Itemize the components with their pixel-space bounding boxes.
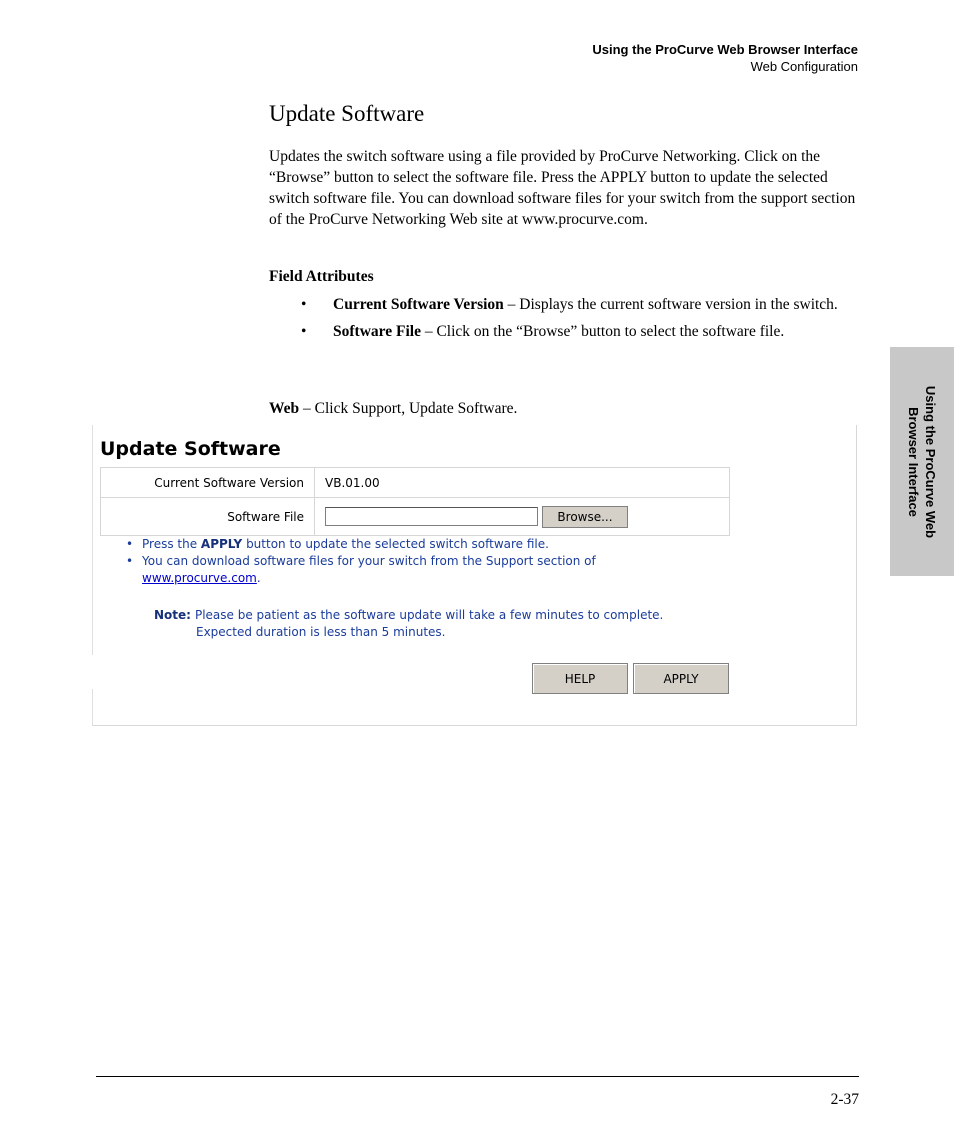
note-label: Note: <box>154 608 191 622</box>
table-row <box>101 468 729 498</box>
intro-paragraph: Updates the switch software using a file provided by ProCurve Networking. Click on the “Browse” button to select the software file. Press the APPLY button to update the selected switch software file. You can download software files for your switch from the support section of the ProCurve Networking Web site at www.procurve.com. <box>269 148 856 228</box>
list-item <box>301 321 861 342</box>
chapter-side-tab <box>890 347 954 576</box>
apply-button[interactable]: APPLY <box>633 663 729 694</box>
field-attributes-list <box>301 294 861 348</box>
panel-title: Update Software <box>100 438 281 460</box>
instructions-list <box>126 536 646 587</box>
running-header <box>592 41 858 75</box>
field-attributes-heading: Field Attributes <box>269 268 374 285</box>
side-tab-line2: Browser Interface <box>906 406 921 517</box>
side-tab-text <box>905 347 939 576</box>
header-chapter: Using the ProCurve Web Browser Interface <box>592 42 858 57</box>
web-navigation-note <box>269 400 517 418</box>
section-title: Update Software <box>269 101 425 126</box>
list-item <box>126 536 646 553</box>
web-text: – Click Support, Update Software. <box>299 400 518 417</box>
attribute-term: Software File <box>333 323 421 340</box>
web-label: Web <box>269 400 300 417</box>
note-line-1 <box>154 607 663 624</box>
current-version-value: VB.01.00 <box>325 475 380 490</box>
apply-keyword: APPLY <box>200 537 243 551</box>
table-row <box>101 498 729 535</box>
current-version-label: Current Software Version <box>101 468 315 497</box>
fields-table <box>100 467 730 536</box>
instruction-text: . <box>256 571 261 585</box>
panel-left-edge <box>92 689 93 725</box>
panel-left-edge <box>92 425 93 655</box>
bullet: • <box>301 296 307 313</box>
help-button[interactable]: HELP <box>532 663 628 694</box>
update-software-screenshot <box>92 425 857 726</box>
list-item <box>301 294 861 315</box>
attribute-term: Current Software Version <box>333 296 504 313</box>
list-item <box>126 553 646 587</box>
instruction-text: button to update the selected switch software file. <box>242 537 549 551</box>
footer-rule <box>96 1076 859 1077</box>
software-file-cell <box>315 498 729 535</box>
browse-button[interactable]: Browse... <box>542 506 628 528</box>
note-text: Please be patient as the software update will take a few minutes to complete. <box>194 608 664 622</box>
page-number: 2-37 <box>830 1091 859 1108</box>
side-tab-line1: Using the ProCurve Web <box>923 385 938 538</box>
instruction-text: You can download software files for your switch from the Support section of <box>142 554 596 568</box>
instruction-text: Press the <box>142 537 201 551</box>
note-line-2: Expected duration is less than 5 minutes. <box>196 625 446 639</box>
header-section: Web Configuration <box>750 59 858 74</box>
attribute-desc: – Displays the current software version in the switch. <box>503 296 838 313</box>
bullet: • <box>301 323 307 340</box>
update-note <box>154 607 663 641</box>
procurve-link[interactable]: www.procurve.com <box>142 571 257 585</box>
software-file-label: Software File <box>101 498 315 535</box>
attribute-desc: – Click on the “Browse” button to select the software file. <box>420 323 785 340</box>
software-file-input[interactable] <box>325 507 538 526</box>
